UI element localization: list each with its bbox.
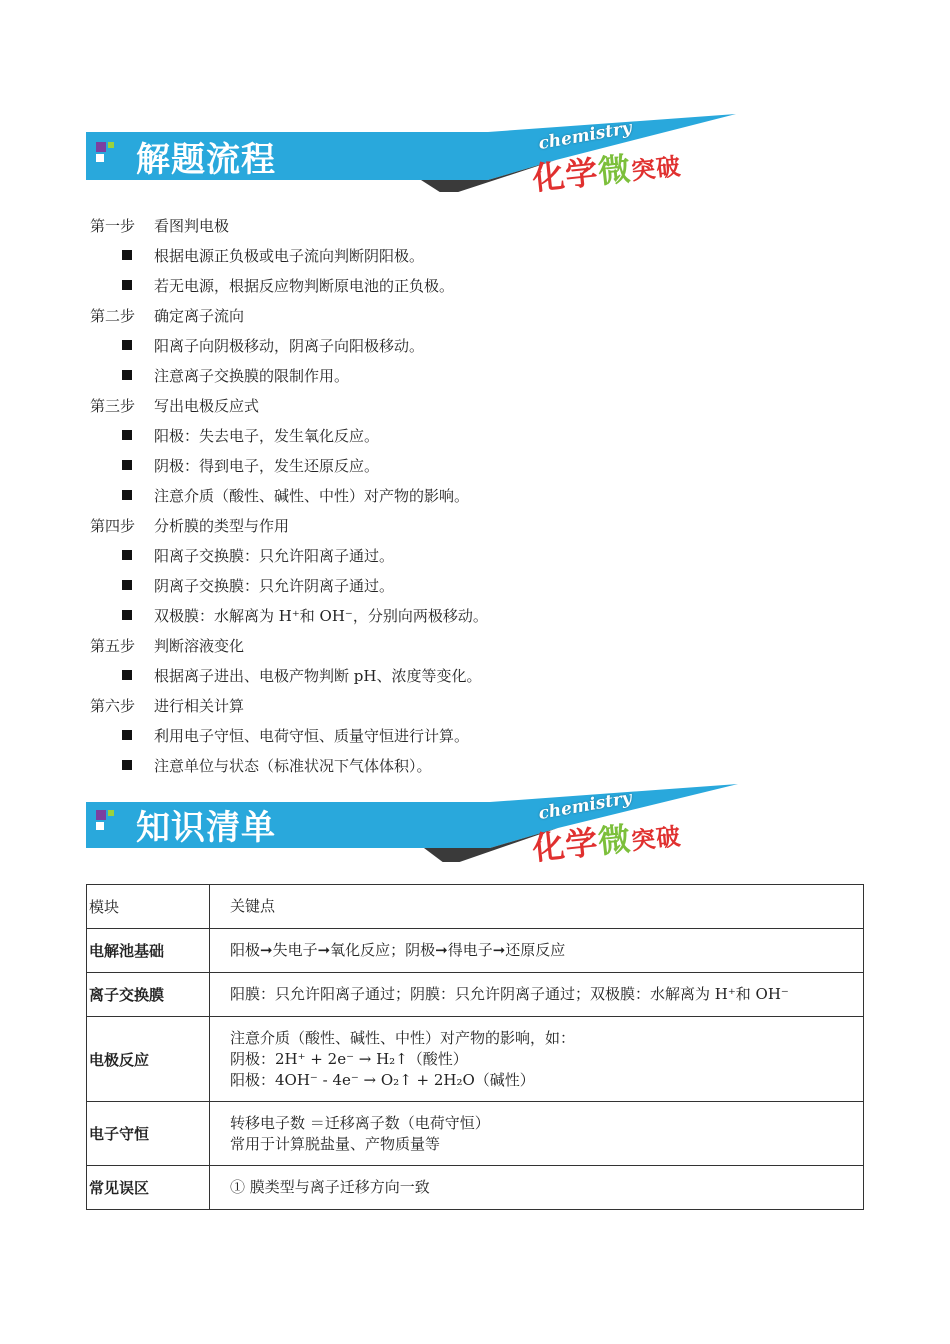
brand-logo: 化学微突破 — [530, 819, 683, 868]
brand-english: chemistry — [536, 117, 634, 155]
square-bullet-icon — [122, 610, 132, 620]
section-banner-solving-process — [86, 112, 746, 198]
square-bullet-icon — [122, 430, 132, 440]
module-cell: 电解池基础 — [87, 929, 210, 973]
square-bullet-icon — [122, 280, 132, 290]
list-item: 根据电源正负极或电子流向判断阴阳极。 — [90, 243, 870, 273]
module-cell: 常见误区 — [87, 1166, 210, 1210]
square-bullet-icon — [122, 760, 132, 770]
brand-logo: 化学微突破 — [530, 149, 683, 198]
step-heading: 第一步 看图判电极 — [90, 217, 230, 235]
square-icon — [96, 142, 106, 152]
table-row — [87, 929, 864, 973]
list-item: 阳离子向阴极移动，阴离子向阳极移动。 — [90, 333, 870, 363]
step-heading: 第四步 分析膜的类型与作用 — [90, 517, 290, 535]
table-row — [87, 973, 864, 1017]
list-item: 根据离子进出、电极产物判断 pH、浓度等变化。 — [90, 663, 870, 693]
square-bullet-icon — [122, 490, 132, 500]
header-key-points: 关键点 — [210, 885, 864, 929]
section-title: 解题流程 — [136, 140, 276, 180]
section-banner-knowledge-list — [86, 782, 746, 868]
list-item: 阳离子交换膜：只允许阳离子通过。 — [90, 543, 870, 573]
list-item: 阴离子交换膜：只允许阴离子通过。 — [90, 573, 870, 603]
points-cell: 注意介质（酸性、碱性、中性）对产物的影响，如： 阴极：2H⁺ + 2e⁻ → H₂↑（酸性） 阳极：4OH⁻ - 4e⁻ → O₂↑ + 2H₂O（碱性） — [210, 1017, 864, 1102]
points-cell: 阳膜：只允许阳离子通过；阴膜：只允许阴离子通过；双极膜：水解离为 H⁺和 OH⁻ — [210, 973, 864, 1017]
list-item: 注意单位与状态（标准状况下气体体积）。 — [90, 753, 870, 783]
list-item: 阳极：失去电子，发生氧化反应。 — [90, 423, 870, 453]
points-cell: 转移电子数 ＝迁移离子数（电荷守恒） 常用于计算脱盐量、产物质量等 — [210, 1102, 864, 1166]
module-cell: 电极反应 — [87, 1017, 210, 1102]
table-row — [87, 1166, 864, 1210]
step-heading: 第二步 确定离子流向 — [90, 307, 245, 325]
square-bullet-icon — [122, 250, 132, 260]
list-item: 若无电源，根据反应物判断原电池的正负极。 — [90, 273, 870, 303]
points-cell: 阳极➞失电子➞氧化反应；阴极➞得电子➞还原反应 — [210, 929, 864, 973]
brand-english: chemistry — [536, 787, 634, 825]
list-item: 注意离子交换膜的限制作用。 — [90, 363, 870, 393]
list-item: 利用电子守恒、电荷守恒、质量守恒进行计算。 — [90, 723, 870, 753]
table-header-row — [87, 885, 864, 929]
table-row — [87, 1102, 864, 1166]
square-bullet-icon — [122, 370, 132, 380]
module-cell: 电子守恒 — [87, 1102, 210, 1166]
step-heading: 第三步 写出电极反应式 — [90, 397, 260, 415]
header-module: 模块 — [87, 885, 210, 929]
list-item: 双极膜：水解离为 H⁺和 OH⁻，分别向两极移动。 — [90, 603, 870, 633]
square-icon — [96, 810, 106, 820]
knowledge-table — [86, 884, 864, 1210]
square-bullet-icon — [122, 550, 132, 560]
list-item: 阴极：得到电子，发生还原反应。 — [90, 453, 870, 483]
points-cell: ① 膜类型与离子迁移方向一致 — [210, 1166, 864, 1210]
square-bullet-icon — [122, 580, 132, 590]
section-title: 知识清单 — [136, 808, 276, 848]
list-item: 注意介质（酸性、碱性、中性）对产物的影响。 — [90, 483, 870, 513]
module-cell: 离子交换膜 — [87, 973, 210, 1017]
square-bullet-icon — [122, 730, 132, 740]
steps-list — [90, 213, 870, 783]
square-bullet-icon — [122, 670, 132, 680]
square-bullet-icon — [122, 460, 132, 470]
square-bullet-icon — [122, 340, 132, 350]
table-row — [87, 1017, 864, 1102]
step-heading: 第五步 判断溶液变化 — [90, 637, 245, 655]
step-heading: 第六步 进行相关计算 — [90, 697, 245, 715]
